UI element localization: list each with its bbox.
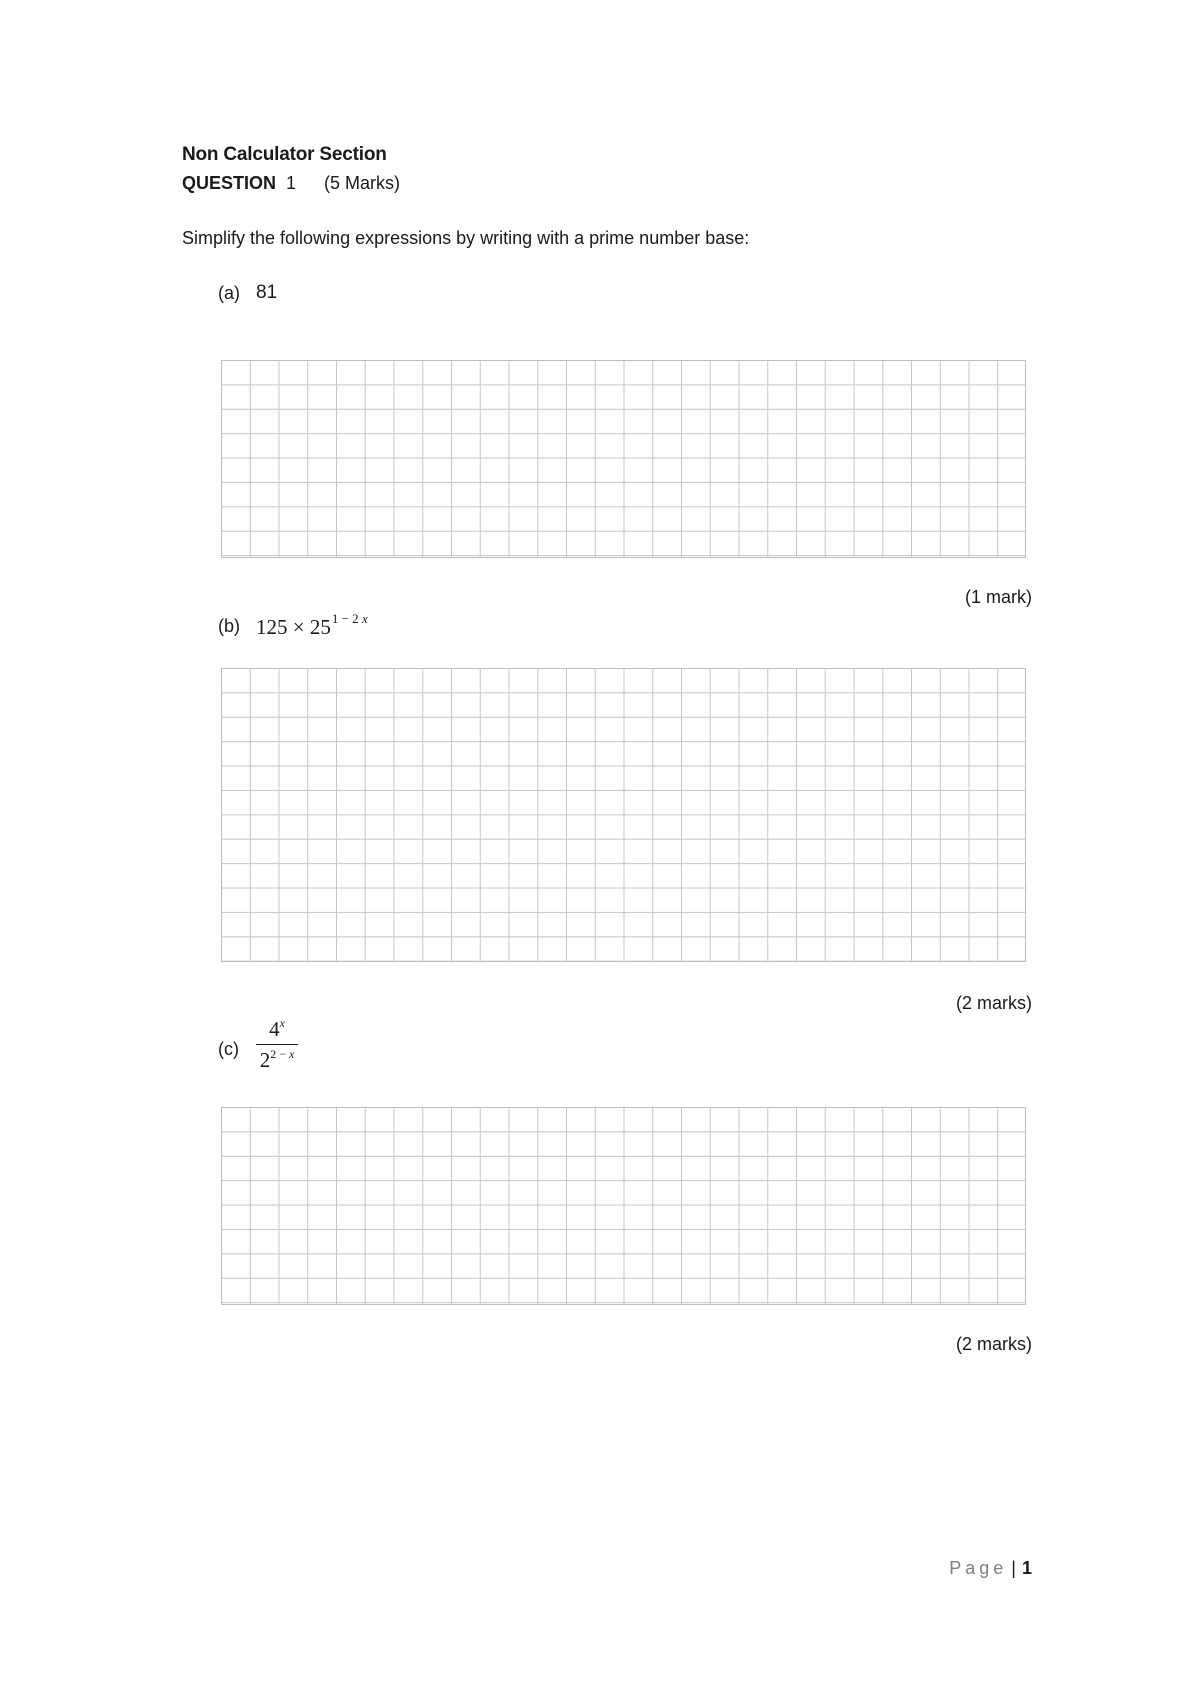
part-c-marks: (2 marks) [956, 1334, 1032, 1354]
part-b-exponent [332, 611, 368, 626]
part-a-expression: 81 [256, 282, 278, 303]
part-b-exponent-text: 1 − 2 [331, 611, 359, 626]
question-total-marks: (5 Marks) [324, 173, 401, 193]
part-c-denominator-base: 2 [259, 1048, 271, 1072]
section-title: Non Calculator Section [182, 144, 387, 165]
part-b-base: 125 × 25 [256, 615, 331, 639]
part-c-answer-grid[interactable] [221, 1107, 1026, 1305]
part-c-numerator-exponent: x [279, 1016, 285, 1030]
part-c-denominator [256, 1045, 298, 1073]
part-a-label: (a) [218, 283, 240, 303]
part-c-fraction [256, 1016, 298, 1073]
part-c-label: (c) [218, 1039, 239, 1059]
question-instruction: Simplify the following expressions by writing with a prime number base: [182, 228, 750, 248]
question-label: QUESTION [182, 173, 277, 193]
footer-page-word: Page [949, 1558, 1008, 1578]
part-a-marks: (1 mark) [965, 587, 1032, 607]
part-b-label: (b) [218, 616, 240, 636]
footer-page-number: 1 [1021, 1558, 1032, 1578]
part-b-marks: (2 marks) [956, 993, 1032, 1013]
part-c-denominator-exponent [270, 1047, 294, 1061]
question-header [182, 173, 400, 194]
question-number: 1 [286, 173, 297, 193]
part-b-answer-grid[interactable] [221, 668, 1026, 962]
footer-separator: | [1011, 1558, 1016, 1578]
part-c-numerator [256, 1016, 298, 1045]
part-c-denominator-exponent-var: x [288, 1047, 295, 1061]
part-b-expression [256, 611, 368, 640]
part-a-answer-grid[interactable] [221, 360, 1026, 558]
part-b-exponent-var: x [361, 611, 368, 626]
part-c-numerator-base: 4 [269, 1017, 280, 1041]
page-footer [949, 1558, 1032, 1579]
part-c-denominator-exponent-text: 2 − [270, 1047, 289, 1061]
